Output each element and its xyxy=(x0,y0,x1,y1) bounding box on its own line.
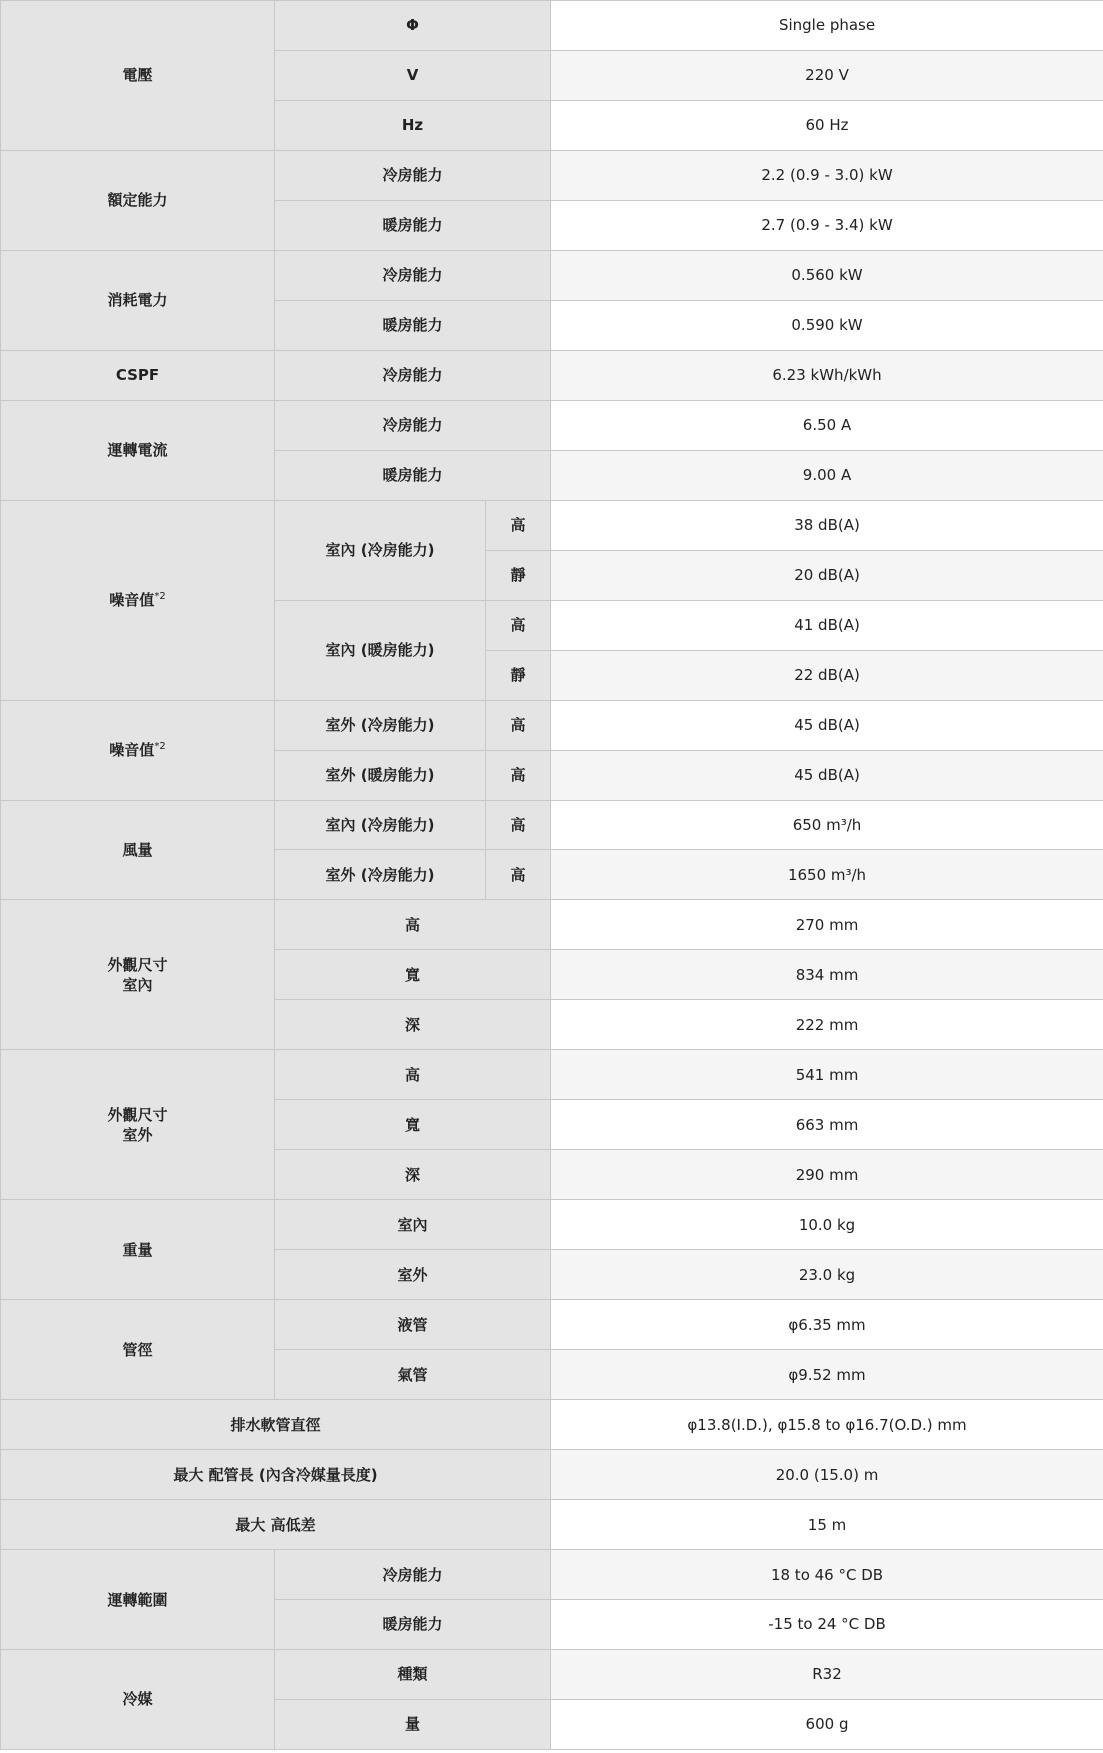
sub-label-airflow-indoor: 室內 (冷房能力) xyxy=(275,800,486,850)
sub-label-airflow-outdoor: 室外 (冷房能力) xyxy=(275,850,486,900)
value-hz: 60 Hz xyxy=(551,100,1103,150)
row-label-noise-outdoor xyxy=(1,700,275,800)
table-row xyxy=(1,1300,1103,1350)
table-row xyxy=(1,350,1103,400)
sub-label-cooling: 冷房能力 xyxy=(275,350,551,400)
row-label-cspf: CSPF xyxy=(1,350,275,400)
value-weight-indoor: 10.0 kg xyxy=(551,1200,1103,1250)
row-label-running-current: 運轉電流 xyxy=(1,400,275,500)
sub-label-height: 高 xyxy=(275,900,551,950)
sub-label-volt: V xyxy=(275,50,551,100)
footnote-mark: *2 xyxy=(154,591,166,603)
table-row xyxy=(1,700,1103,750)
sub-label-depth: 深 xyxy=(275,1000,551,1050)
value-rated-cooling: 2.2 (0.9 - 3.0) kW xyxy=(551,150,1103,200)
value-airflow-indoor: 650 m³/h xyxy=(551,800,1103,850)
value-indoor-width: 834 mm xyxy=(551,950,1103,1000)
dimensions-label: 外觀尺寸 xyxy=(107,955,168,974)
dimensions-label: 外觀尺寸 xyxy=(107,1105,168,1124)
value-gas-pipe: φ9.52 mm xyxy=(551,1350,1103,1400)
sub-label-hz: Hz xyxy=(275,100,551,150)
value-power-heating: 0.590 kW xyxy=(551,300,1103,350)
value-phase: Single phase xyxy=(551,1,1103,51)
level-high: 高 xyxy=(486,600,551,650)
table-row xyxy=(1,1649,1103,1699)
table-row xyxy=(1,1500,1103,1550)
sub-label-indoor: 室內 xyxy=(275,1200,551,1250)
level-high: 高 xyxy=(486,700,551,750)
value-outdoor-height: 541 mm xyxy=(551,1050,1103,1100)
table-row xyxy=(1,1200,1103,1250)
table-row xyxy=(1,500,1103,550)
sub-label-height: 高 xyxy=(275,1050,551,1100)
row-label-pipe: 管徑 xyxy=(1,1300,275,1400)
value-noise-outdoor-heating: 45 dB(A) xyxy=(551,750,1103,800)
value-outdoor-width: 663 mm xyxy=(551,1100,1103,1150)
table-row xyxy=(1,1,1103,51)
sub-label-depth: 深 xyxy=(275,1150,551,1200)
value-noise-indoor-cooling-quiet: 20 dB(A) xyxy=(551,550,1103,600)
table-row xyxy=(1,1450,1103,1500)
level-quiet: 靜 xyxy=(486,650,551,700)
value-current-cooling: 6.50 A xyxy=(551,400,1103,450)
row-label-rated-capacity: 額定能力 xyxy=(1,150,275,250)
value-drain: φ13.8(I.D.), φ15.8 to φ16.7(O.D.) mm xyxy=(551,1400,1103,1450)
row-label-drain: 排水軟管直徑 xyxy=(1,1400,551,1450)
sub-label-width: 寬 xyxy=(275,1100,551,1150)
row-label-dimensions-indoor xyxy=(1,900,275,1050)
value-outdoor-depth: 290 mm xyxy=(551,1150,1103,1200)
sub-label-heating: 暖房能力 xyxy=(275,450,551,500)
value-noise-indoor-heating-high: 41 dB(A) xyxy=(551,600,1103,650)
row-label-airflow: 風量 xyxy=(1,800,275,900)
row-label-max-pipe: 最大 配管長 (內含冷媒量長度) xyxy=(1,1450,551,1500)
table-row xyxy=(1,250,1103,300)
value-volt: 220 V xyxy=(551,50,1103,100)
unit-location-label: 室外 xyxy=(122,1125,153,1144)
value-op-range-cooling: 18 to 46 °C DB xyxy=(551,1550,1103,1600)
value-cspf: 6.23 kWh/kWh xyxy=(551,350,1103,400)
sub-label-indoor-cooling: 室內 (冷房能力) xyxy=(275,500,486,600)
row-label-refrigerant: 冷媒 xyxy=(1,1649,275,1749)
table-row xyxy=(1,150,1103,200)
sub-label-refrigerant-amount: 量 xyxy=(275,1699,551,1749)
table-row xyxy=(1,1550,1103,1600)
value-weight-outdoor: 23.0 kg xyxy=(551,1250,1103,1300)
row-label-max-height: 最大 高低差 xyxy=(1,1500,551,1550)
row-label-weight: 重量 xyxy=(1,1200,275,1300)
level-high: 高 xyxy=(486,850,551,900)
value-op-range-heating: -15 to 24 °C DB xyxy=(551,1600,1103,1650)
sub-label-heating: 暖房能力 xyxy=(275,300,551,350)
value-max-height: 15 m xyxy=(551,1500,1103,1550)
value-noise-indoor-cooling-high: 38 dB(A) xyxy=(551,500,1103,550)
value-power-cooling: 0.560 kW xyxy=(551,250,1103,300)
sub-label-cooling: 冷房能力 xyxy=(275,150,551,200)
sub-label-heating: 暖房能力 xyxy=(275,1600,551,1650)
value-liquid-pipe: φ6.35 mm xyxy=(551,1300,1103,1350)
value-max-pipe: 20.0 (15.0) m xyxy=(551,1450,1103,1500)
level-high: 高 xyxy=(486,500,551,550)
value-refrigerant-type: R32 xyxy=(551,1649,1103,1699)
value-rated-heating: 2.7 (0.9 - 3.4) kW xyxy=(551,200,1103,250)
value-airflow-outdoor: 1650 m³/h xyxy=(551,850,1103,900)
sub-label-cooling: 冷房能力 xyxy=(275,250,551,300)
sub-label-width: 寬 xyxy=(275,950,551,1000)
table-row xyxy=(1,800,1103,850)
table-row xyxy=(1,400,1103,450)
value-noise-outdoor-cooling: 45 dB(A) xyxy=(551,700,1103,750)
sub-label-outdoor-cooling: 室外 (冷房能力) xyxy=(275,700,486,750)
row-label-power-consumption: 消耗電力 xyxy=(1,250,275,350)
sub-label-phase: Φ xyxy=(275,1,551,51)
noise-label: 噪音值 xyxy=(109,741,155,760)
value-refrigerant-amount: 600 g xyxy=(551,1699,1103,1749)
sub-label-cooling: 冷房能力 xyxy=(275,400,551,450)
sub-label-indoor-heating: 室內 (暖房能力) xyxy=(275,600,486,700)
table-row xyxy=(1,1050,1103,1100)
sub-label-outdoor: 室外 xyxy=(275,1250,551,1300)
value-indoor-depth: 222 mm xyxy=(551,1000,1103,1050)
sub-label-refrigerant-type: 種類 xyxy=(275,1649,551,1699)
sub-label-liquid-pipe: 液管 xyxy=(275,1300,551,1350)
sub-label-heating: 暖房能力 xyxy=(275,200,551,250)
unit-location-label: 室內 xyxy=(122,975,153,994)
value-indoor-height: 270 mm xyxy=(551,900,1103,950)
footnote-mark: *2 xyxy=(154,741,166,753)
value-current-heating: 9.00 A xyxy=(551,450,1103,500)
level-quiet: 靜 xyxy=(486,550,551,600)
row-label-op-range: 運轉範圍 xyxy=(1,1550,275,1650)
sub-label-outdoor-heating: 室外 (暖房能力) xyxy=(275,750,486,800)
sub-label-cooling: 冷房能力 xyxy=(275,1550,551,1600)
row-label-noise-indoor xyxy=(1,500,275,700)
table-row xyxy=(1,900,1103,950)
table-row xyxy=(1,1400,1103,1450)
row-label-dimensions-outdoor xyxy=(1,1050,275,1200)
value-noise-indoor-heating-quiet: 22 dB(A) xyxy=(551,650,1103,700)
level-high: 高 xyxy=(486,800,551,850)
noise-label: 噪音值 xyxy=(109,591,155,610)
sub-label-gas-pipe: 氣管 xyxy=(275,1350,551,1400)
row-label-voltage: 電壓 xyxy=(1,1,275,151)
level-high: 高 xyxy=(486,750,551,800)
